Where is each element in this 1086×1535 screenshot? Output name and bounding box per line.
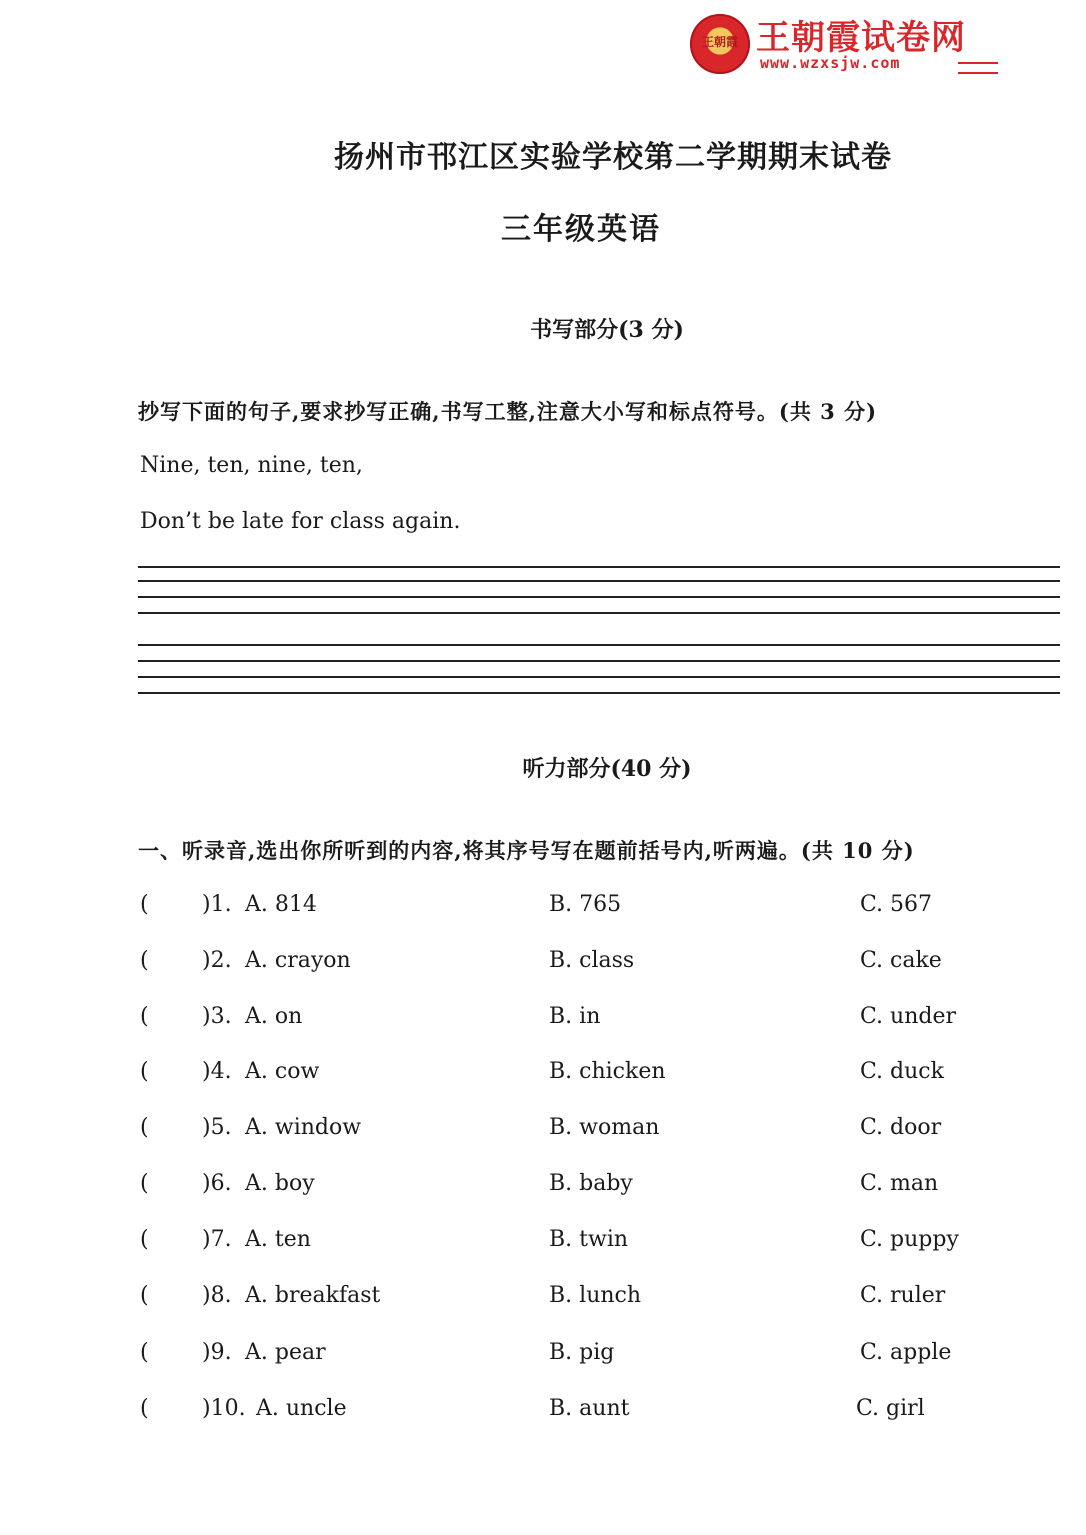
logo-waves-icon [958, 62, 998, 74]
ruled-line [138, 596, 1060, 598]
option-b-text: B. in [549, 1004, 601, 1029]
option-a-text: A. crayon [245, 948, 351, 973]
question-number: )7. [202, 1227, 232, 1252]
handwriting-lines[interactable] [138, 566, 1060, 696]
ruled-line [138, 612, 1060, 614]
answer-blank[interactable]: ( [140, 1059, 149, 1084]
question-number: )5. [202, 1115, 232, 1140]
option-b-text: B. pig [549, 1340, 615, 1365]
option-c-text: C. under [860, 1004, 956, 1029]
question-row [0, 1115, 1086, 1149]
answer-blank[interactable]: ( [140, 1283, 149, 1308]
ruled-line [138, 676, 1060, 678]
option-a-text: A. cow [245, 1059, 320, 1084]
logo-badge-text: 王朝霞 [701, 35, 738, 49]
copy-sentence-2: Don’t be late for class again. [140, 509, 461, 534]
site-logo [690, 12, 1010, 76]
option-a-text: A. on [245, 1004, 303, 1029]
question-row [0, 892, 1086, 926]
option-c-text: C. puppy [860, 1227, 959, 1252]
question-number: )8. [202, 1283, 232, 1308]
question-row [0, 1004, 1086, 1038]
option-b-text: B. twin [549, 1227, 629, 1252]
option-b-text: B. aunt [549, 1396, 630, 1421]
question-number: )9. [202, 1340, 232, 1365]
listening-part1-instruction: 一、听录音,选出你所听到的内容,将其序号写在题前括号内,听两遍。(共 10 分) [138, 838, 915, 863]
answer-blank[interactable]: ( [140, 1171, 149, 1196]
option-c-text: C. cake [860, 948, 942, 973]
option-a-text: A. boy [245, 1171, 315, 1196]
option-b-text: B. class [549, 948, 635, 973]
question-row [0, 1227, 1086, 1261]
option-c-text: C. 567 [860, 892, 933, 917]
question-row [0, 948, 1086, 982]
question-number: )3. [202, 1004, 232, 1029]
question-row [0, 1059, 1086, 1093]
option-c-text: C. apple [860, 1340, 952, 1365]
ruled-line [138, 566, 1060, 568]
question-number: )4. [202, 1059, 232, 1084]
logo-url: www.wzxsjw.com [760, 54, 901, 72]
option-b-text: B. 765 [549, 892, 622, 917]
option-a: )1. [202, 892, 232, 917]
answer-blank[interactable]: ( [140, 1004, 149, 1029]
option-a-text: A. ten [245, 1227, 311, 1252]
option-a-text: A. window [245, 1115, 362, 1140]
option-c-text: C. ruler [860, 1283, 946, 1308]
option-b-text: B. baby [549, 1171, 633, 1196]
writing-instruction: 抄写下面的句子,要求抄写正确,书写工整,注意大小写和标点符号。(共 3 分) [138, 399, 878, 424]
ruled-line [138, 580, 1060, 582]
option-a-text: A. uncle [256, 1396, 347, 1421]
answer-blank[interactable]: ( [140, 1340, 149, 1365]
copy-sentence-1: Nine, ten, nine, ten, [140, 453, 363, 478]
answer-blank[interactable]: ( [140, 892, 149, 917]
option-a-text: A. pear [245, 1340, 326, 1365]
question-row [0, 1171, 1086, 1205]
question-number: )2. [202, 948, 232, 973]
question-number: )6. [202, 1171, 232, 1196]
ruled-line [138, 692, 1060, 694]
answer-blank[interactable]: ( [140, 1227, 149, 1252]
question-number: )10. [202, 1396, 246, 1421]
ruled-line [138, 644, 1060, 646]
answer-blank[interactable]: ( [140, 1396, 149, 1421]
answer-blank[interactable]: ( [140, 948, 149, 973]
option-b-text: B. lunch [549, 1283, 642, 1308]
question-row [0, 1396, 1086, 1430]
option-a-text: A. breakfast [245, 1283, 381, 1308]
question-row [0, 1340, 1086, 1374]
exam-title: 扬州市邗江区实验学校第二学期期末试卷 [334, 140, 892, 175]
logo-name: 王朝霞试卷网 [756, 18, 966, 58]
option-c-text: C. door [860, 1115, 942, 1140]
question-row [0, 1283, 1086, 1317]
option-c-text: C. man [860, 1171, 939, 1196]
option-a-text: A. 814 [245, 892, 317, 917]
ruled-line [138, 660, 1060, 662]
option-b-text: B. woman [549, 1115, 660, 1140]
answer-blank[interactable]: ( [140, 1115, 149, 1140]
writing-section-title: 书写部分(3 分) [530, 317, 684, 343]
listening-section-title: 听力部分(40 分) [522, 756, 692, 782]
option-b-text: B. chicken [549, 1059, 666, 1084]
logo-badge-icon [690, 14, 750, 74]
exam-subtitle: 三年级英语 [501, 212, 661, 247]
option-c-text: C. girl [856, 1396, 925, 1421]
option-c-text: C. duck [860, 1059, 944, 1084]
